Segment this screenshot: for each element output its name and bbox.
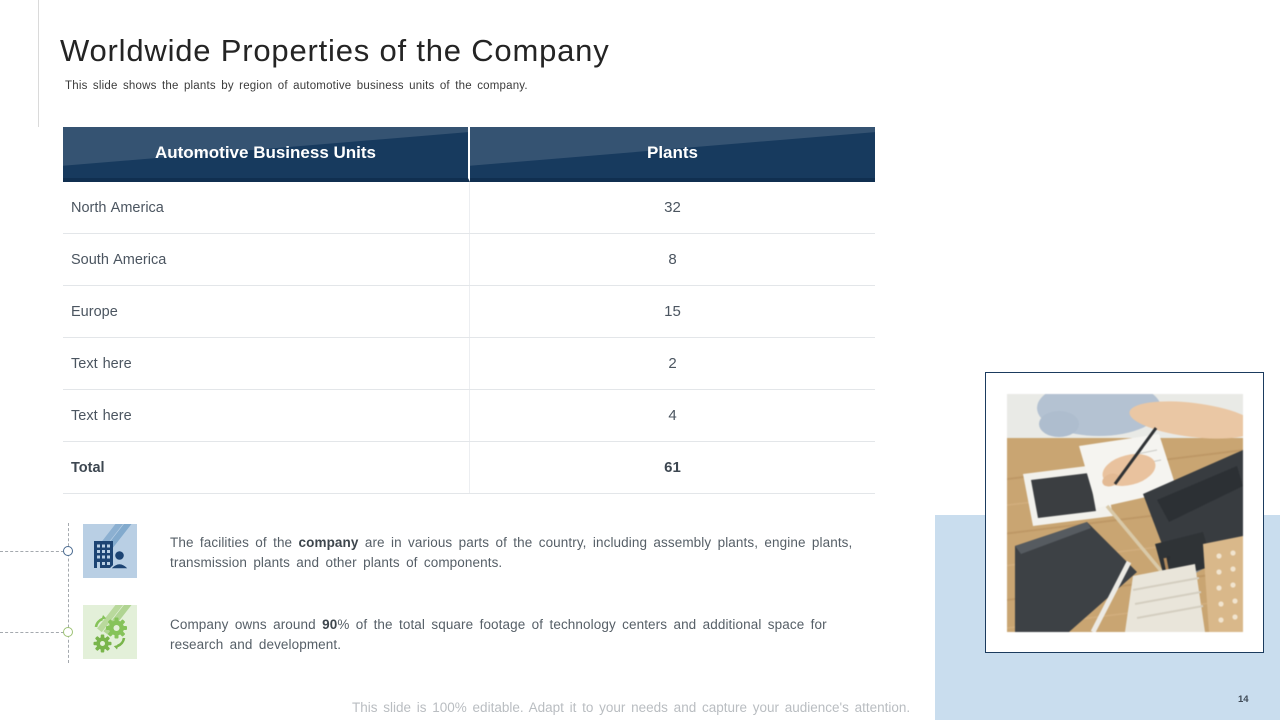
- connector-vertical-dashed-line: [68, 523, 69, 663]
- table-header: [63, 127, 875, 182]
- table-row: [63, 234, 875, 286]
- note-text-facilities: The facilities of the company are in various parts of the country, including assembly plants, engine plants, transmission plants and other plants of components.: [170, 535, 853, 570]
- region-cell: North America: [63, 182, 470, 233]
- connector-node-circle: [63, 627, 73, 637]
- page-number: 14: [1238, 694, 1249, 705]
- table-row: [63, 286, 875, 338]
- note-text-square-footage: Company owns around 90% of the total square footage of technology centers and additional space for research and development.: [170, 617, 827, 652]
- table-row-total: [63, 442, 875, 494]
- region-cell: South America: [63, 234, 470, 285]
- plants-cell: 8: [668, 251, 677, 268]
- column-header-business-units: Automotive Business Units: [63, 127, 470, 182]
- table-row: [63, 182, 875, 234]
- table-body: [63, 182, 875, 494]
- connector-horizontal-dashed-line: [0, 632, 64, 633]
- plants-cell: 2: [668, 355, 677, 372]
- table-row: [63, 390, 875, 442]
- column-header-plants: Plants: [470, 127, 875, 182]
- plants-cell: 32: [664, 199, 681, 216]
- plants-cell: 4: [668, 407, 677, 424]
- plants-table: [63, 127, 875, 494]
- photo-frame: [985, 372, 1264, 653]
- region-cell: Total: [63, 442, 470, 493]
- footer-note: This slide is 100% editable. Adapt it to your needs and capture your audience's attention.: [352, 700, 911, 715]
- connector-node-circle: [63, 546, 73, 556]
- building-person-icon: [83, 524, 137, 578]
- left-margin-rule: [38, 0, 39, 127]
- region-cell: Text here: [63, 338, 470, 389]
- page-title: Worldwide Properties of the Company: [60, 33, 610, 68]
- page-subtitle: This slide shows the plants by region of automotive business units of the company.: [65, 80, 528, 92]
- plants-cell: 61: [664, 459, 681, 476]
- plants-cell: 15: [664, 303, 681, 320]
- desk-writing-photo: [1007, 394, 1243, 632]
- connector-horizontal-dashed-line: [0, 551, 64, 552]
- region-cell: Europe: [63, 286, 470, 337]
- region-cell: Text here: [63, 390, 470, 441]
- gears-process-icon: [83, 605, 137, 659]
- table-row: [63, 338, 875, 390]
